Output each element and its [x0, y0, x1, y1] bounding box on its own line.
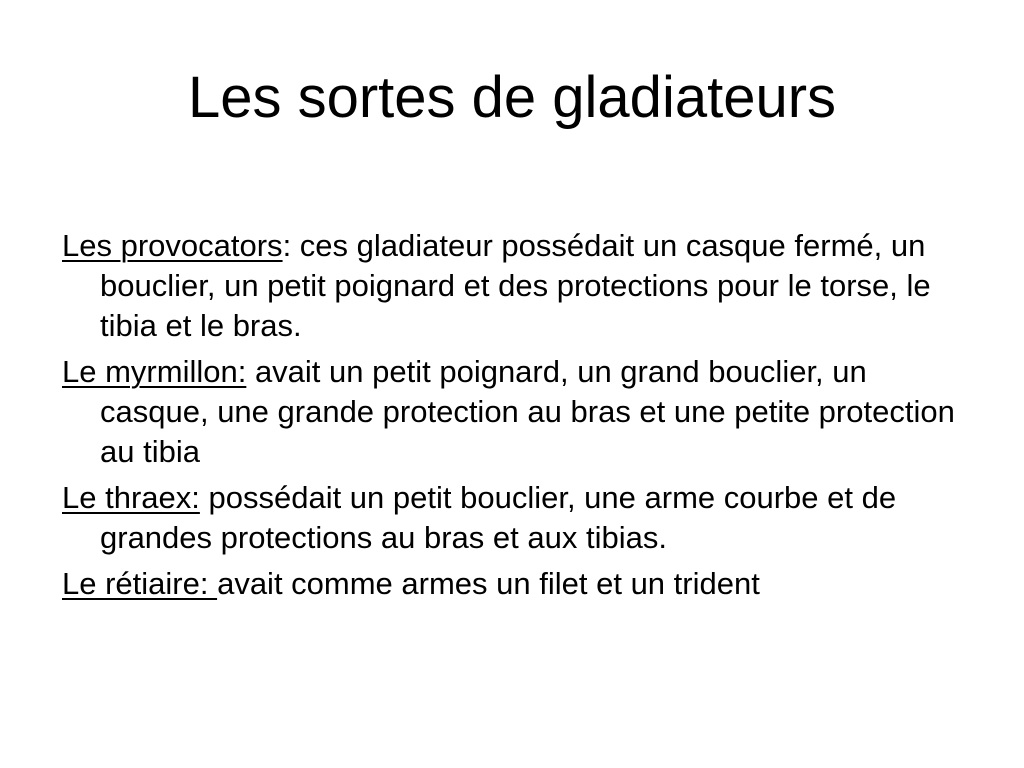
bullet-list [62, 226, 982, 610]
list-item-provocators [62, 226, 982, 346]
description-thraex: possédait un petit bouclier, une arme courbe et de grandes protections au bras et aux tibias. [100, 480, 897, 555]
description-myrmillon: avait un petit poignard, un grand bouclier, un casque, une grande protection au bras et une petite protection au tibia [100, 354, 955, 469]
term-thraex: Le thraex: [62, 480, 200, 515]
list-item-myrmillon [62, 352, 982, 472]
slide-title: Les sortes de gladiateurs [187, 65, 837, 130]
description-retiaire: avait comme armes un filet et un trident [217, 566, 760, 601]
list-item-retiaire [62, 564, 982, 604]
term-retiaire: Le rétiaire: [62, 566, 218, 601]
term-myrmillon: Le myrmillon: [62, 354, 247, 389]
list-item-thraex [62, 478, 982, 558]
description-provocators: : ces gladiateur possédait un casque fermé, un bouclier, un petit poignard et des protections pour le torse, le tibia et le bras. [100, 228, 931, 343]
term-provocators: Les provocators [62, 228, 283, 263]
